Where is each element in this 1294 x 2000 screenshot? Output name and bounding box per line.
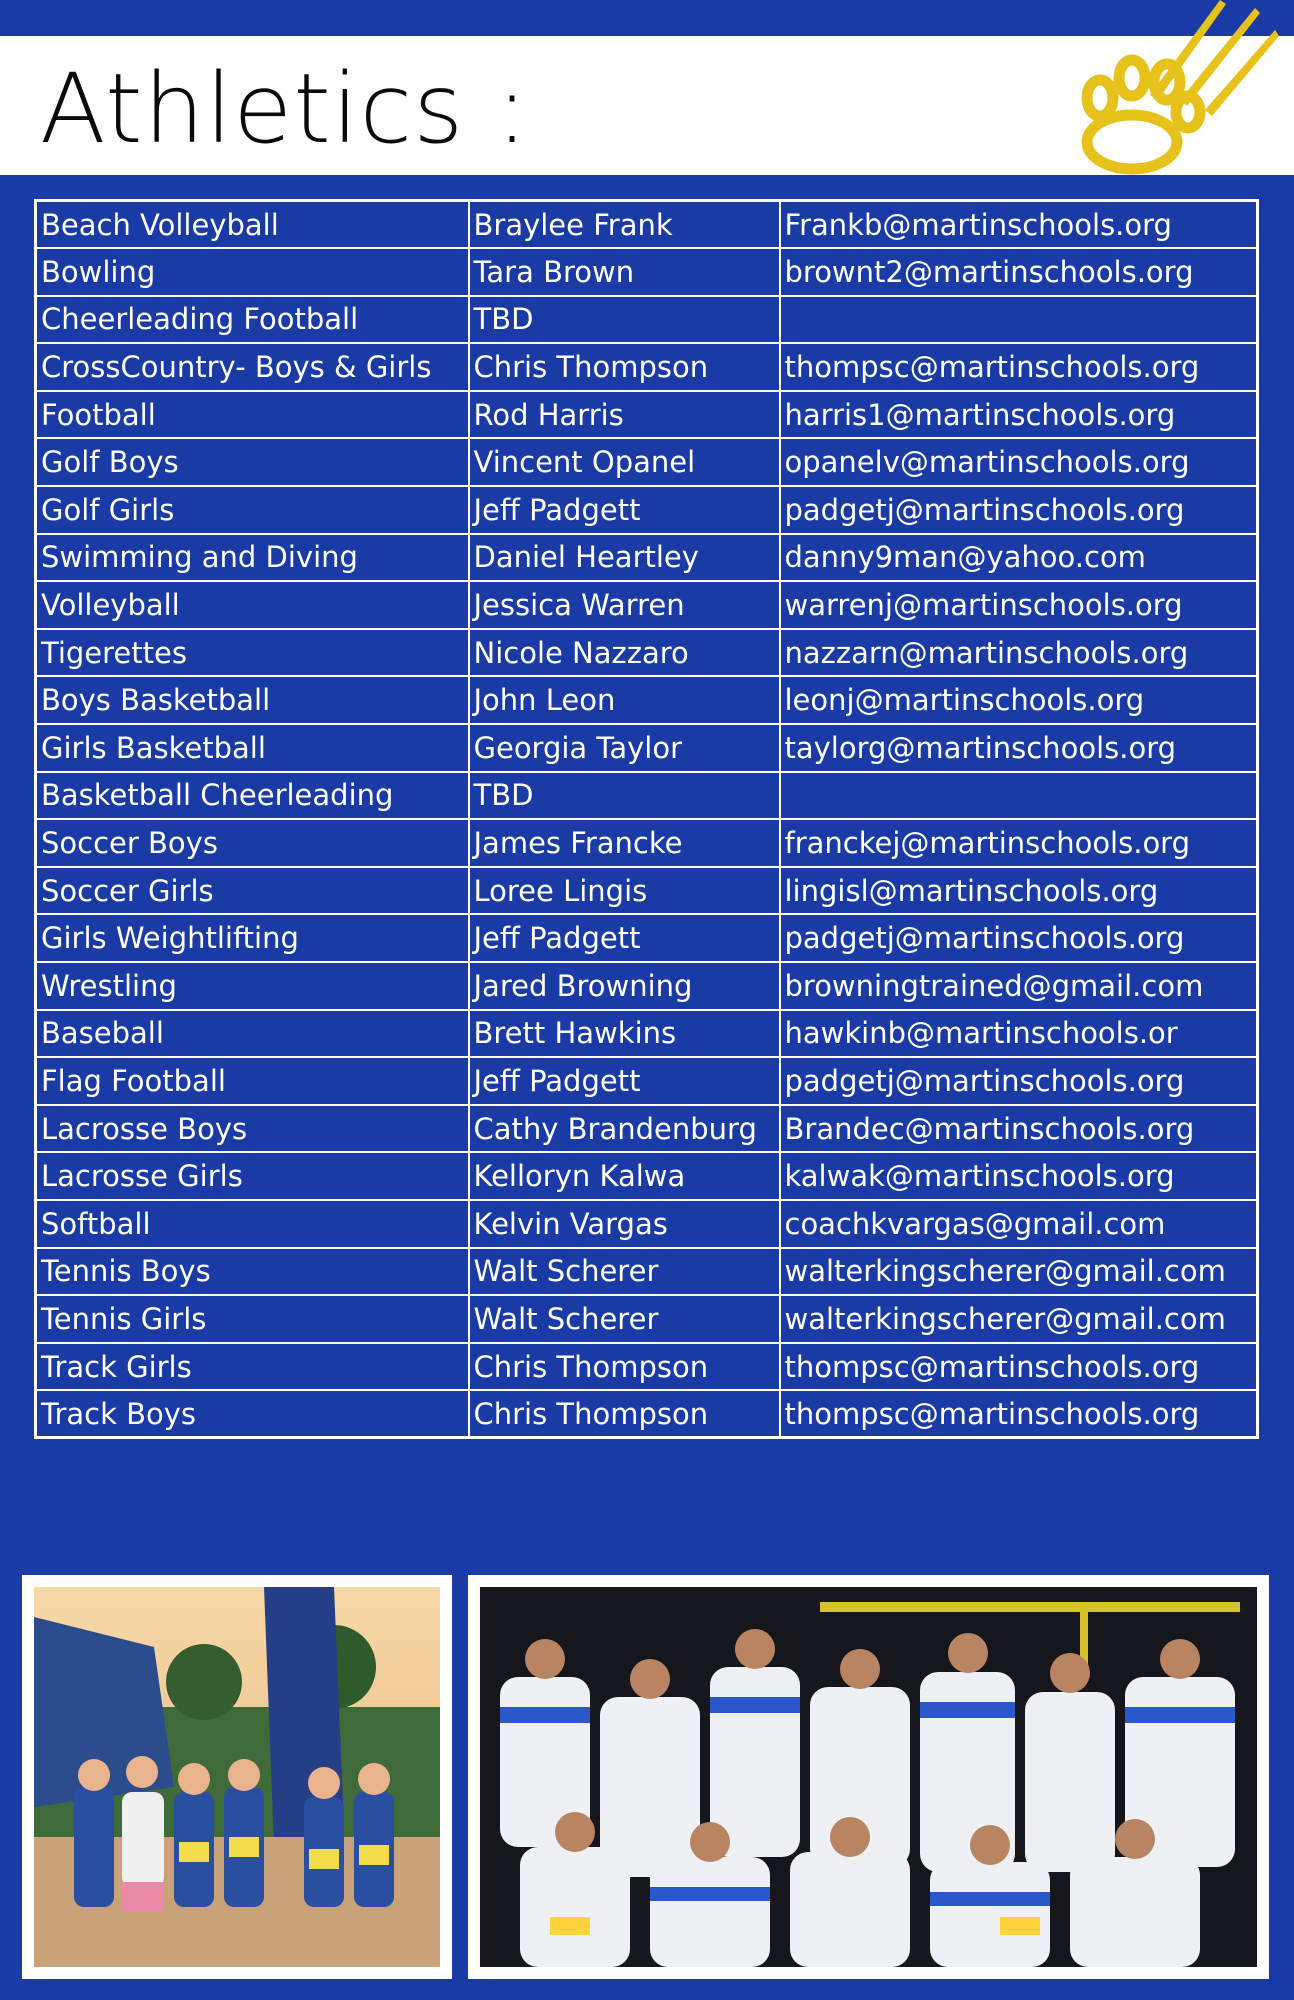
athletics-contact-table (34, 199, 1259, 1439)
sport-cell: Cheerleading Football (36, 296, 469, 344)
table-row (36, 1200, 1258, 1248)
coach-cell: Nicole Nazzaro (469, 629, 780, 677)
sport-cell: Baseball (36, 1010, 469, 1058)
coach-cell: Jeff Padgett (469, 1057, 780, 1105)
coach-cell: Chris Thompson (469, 1390, 780, 1438)
email-cell (780, 296, 1258, 344)
coach-cell: Kelloryn Kalwa (469, 1152, 780, 1200)
page-title: Athletics : (40, 53, 530, 165)
coach-cell: Jessica Warren (469, 581, 780, 629)
email-cell: padgetj@martinschools.org (780, 1057, 1258, 1105)
coach-cell: Daniel Heartley (469, 534, 780, 582)
email-cell: browningtrained@gmail.com (780, 962, 1258, 1010)
email-cell: lingisl@martinschools.org (780, 867, 1258, 915)
table-row (36, 629, 1258, 677)
coach-cell: Jeff Padgett (469, 486, 780, 534)
coach-cell: Georgia Taylor (469, 724, 780, 772)
table-row (36, 581, 1258, 629)
cross-country-team-photo (34, 1587, 440, 1967)
table-row (36, 343, 1258, 391)
table-row (36, 1295, 1258, 1343)
sport-cell: Bowling (36, 248, 469, 296)
email-cell: leonj@martinschools.org (780, 676, 1258, 724)
table-row (36, 1105, 1258, 1153)
coach-cell: Walt Scherer (469, 1295, 780, 1343)
coach-cell: TBD (469, 296, 780, 344)
email-cell (780, 772, 1258, 820)
header-banner (0, 36, 1294, 175)
coach-cell: Braylee Frank (469, 201, 780, 249)
sport-cell: Flag Football (36, 1057, 469, 1105)
email-cell: coachkvargas@gmail.com (780, 1200, 1258, 1248)
tiger-paw-claw-icon (1070, 0, 1280, 175)
table-row (36, 772, 1258, 820)
sport-cell: Softball (36, 1200, 469, 1248)
table-row (36, 296, 1258, 344)
coach-cell: Chris Thompson (469, 1343, 780, 1391)
email-cell: hawkinb@martinschools.or (780, 1010, 1258, 1058)
coach-cell: John Leon (469, 676, 780, 724)
email-cell: thompsc@martinschools.org (780, 1343, 1258, 1391)
table-row (36, 534, 1258, 582)
table-row (36, 1152, 1258, 1200)
table-row (36, 201, 1258, 249)
sport-cell: Basketball Cheerleading (36, 772, 469, 820)
coach-cell: Loree Lingis (469, 867, 780, 915)
email-cell: walterkingscherer@gmail.com (780, 1248, 1258, 1296)
email-cell: walterkingscherer@gmail.com (780, 1295, 1258, 1343)
table-row (36, 486, 1258, 534)
table-row (36, 1010, 1258, 1058)
email-cell: danny9man@yahoo.com (780, 534, 1258, 582)
table-row (36, 1390, 1258, 1438)
coach-cell: TBD (469, 772, 780, 820)
email-cell: kalwak@martinschools.org (780, 1152, 1258, 1200)
sport-cell: Track Girls (36, 1343, 469, 1391)
email-cell: opanelv@martinschools.org (780, 438, 1258, 486)
coach-cell: Rod Harris (469, 391, 780, 439)
email-cell: thompsc@martinschools.org (780, 1390, 1258, 1438)
email-cell: thompsc@martinschools.org (780, 343, 1258, 391)
email-cell: padgetj@martinschools.org (780, 486, 1258, 534)
sport-cell: Soccer Girls (36, 867, 469, 915)
coach-cell: Jeff Padgett (469, 914, 780, 962)
sport-cell: Girls Weightlifting (36, 914, 469, 962)
coach-cell: Tara Brown (469, 248, 780, 296)
coach-cell: Vincent Opanel (469, 438, 780, 486)
sport-cell: Lacrosse Boys (36, 1105, 469, 1153)
sport-cell: Track Boys (36, 1390, 469, 1438)
table-row (36, 724, 1258, 772)
sport-cell: Tennis Girls (36, 1295, 469, 1343)
sport-cell: Swimming and Diving (36, 534, 469, 582)
sport-cell: Wrestling (36, 962, 469, 1010)
sport-cell: Girls Basketball (36, 724, 469, 772)
table-row (36, 962, 1258, 1010)
sport-cell: Golf Boys (36, 438, 469, 486)
table-row (36, 819, 1258, 867)
coach-cell: Chris Thompson (469, 343, 780, 391)
sport-cell: Boys Basketball (36, 676, 469, 724)
table-row (36, 676, 1258, 724)
sport-cell: Tigerettes (36, 629, 469, 677)
table-row (36, 391, 1258, 439)
table-row (36, 1248, 1258, 1296)
coach-cell: James Francke (469, 819, 780, 867)
email-cell: taylorg@martinschools.org (780, 724, 1258, 772)
table-row (36, 248, 1258, 296)
sport-cell: Tennis Boys (36, 1248, 469, 1296)
email-cell: warrenj@martinschools.org (780, 581, 1258, 629)
sport-cell: Football (36, 391, 469, 439)
table-row (36, 867, 1258, 915)
sport-cell: Beach Volleyball (36, 201, 469, 249)
coach-cell: Walt Scherer (469, 1248, 780, 1296)
football-team-photo (480, 1587, 1257, 1967)
sport-cell: CrossCountry- Boys & Girls (36, 343, 469, 391)
sport-cell: Volleyball (36, 581, 469, 629)
coach-cell: Brett Hawkins (469, 1010, 780, 1058)
sport-cell: Golf Girls (36, 486, 469, 534)
email-cell: brownt2@martinschools.org (780, 248, 1258, 296)
table-row (36, 1057, 1258, 1105)
sport-cell: Soccer Boys (36, 819, 469, 867)
table-row (36, 1343, 1258, 1391)
sport-cell: Lacrosse Girls (36, 1152, 469, 1200)
email-cell: franckej@martinschools.org (780, 819, 1258, 867)
table-row (36, 914, 1258, 962)
email-cell: nazzarn@martinschools.org (780, 629, 1258, 677)
coach-cell: Kelvin Vargas (469, 1200, 780, 1248)
email-cell: harris1@martinschools.org (780, 391, 1258, 439)
email-cell: Brandec@martinschools.org (780, 1105, 1258, 1153)
table-row (36, 438, 1258, 486)
email-cell: padgetj@martinschools.org (780, 914, 1258, 962)
email-cell: Frankb@martinschools.org (780, 201, 1258, 249)
coach-cell: Cathy Brandenburg (469, 1105, 780, 1153)
coach-cell: Jared Browning (469, 962, 780, 1010)
